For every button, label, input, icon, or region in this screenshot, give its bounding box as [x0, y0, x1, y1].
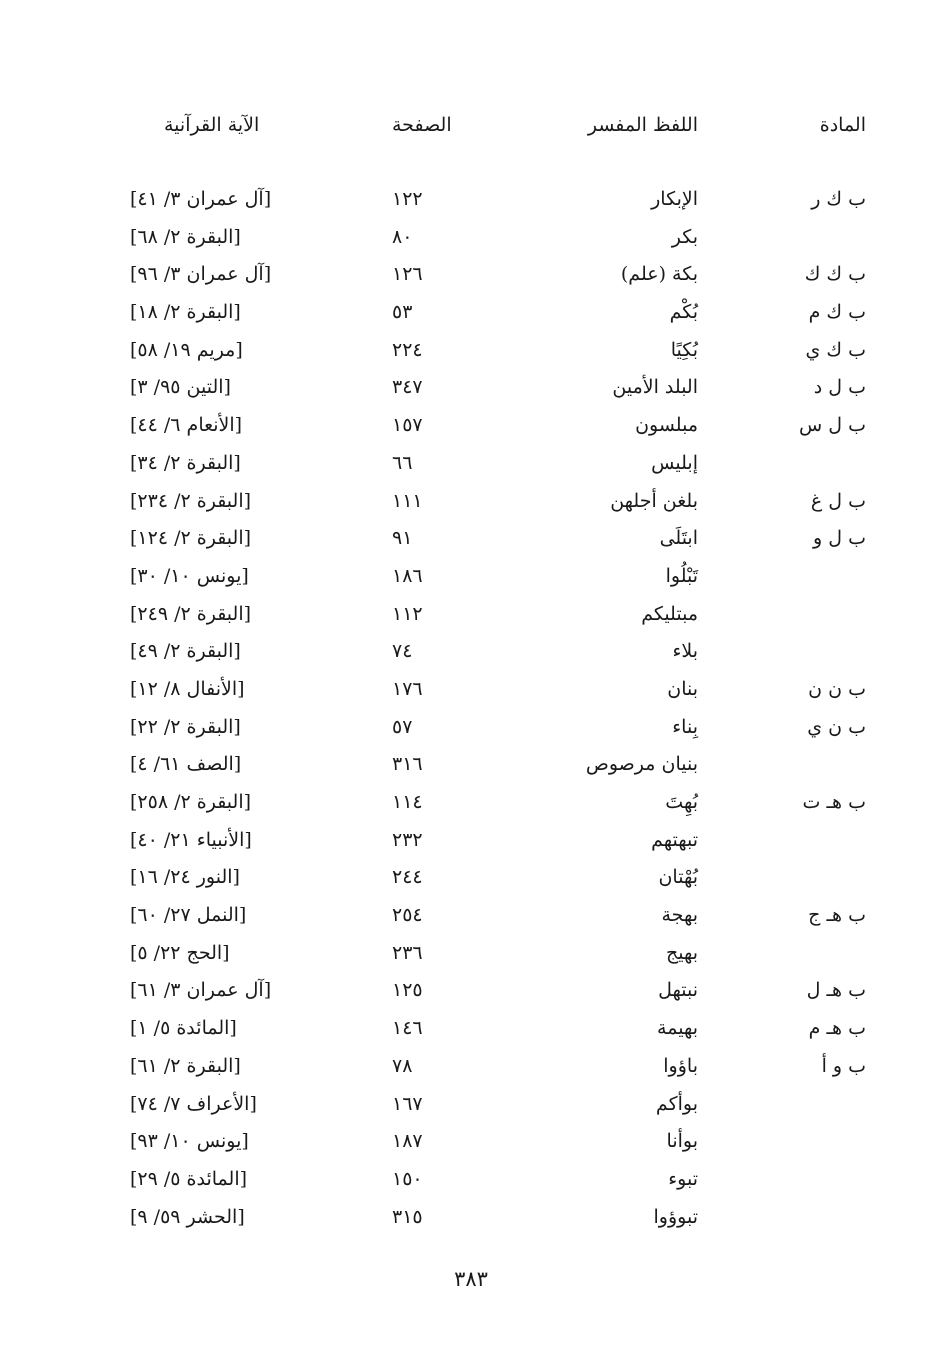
page-cell: ١٨٦: [392, 564, 423, 587]
verse-cell: [التين ٩٥/ ٣]: [130, 376, 231, 399]
word-cell: ابتَلَى: [659, 527, 698, 550]
root-cell: ب ك م: [808, 301, 866, 324]
verse-cell: [المائدة ٥/ ١]: [130, 1017, 237, 1040]
word-cell: بهيج: [665, 941, 698, 964]
verse-cell: [النور ٢٤/ ١٦]: [130, 866, 240, 889]
word-cell: تبوء: [668, 1167, 698, 1190]
verse-cell: [البقرة ٢/ ١٨]: [130, 301, 241, 324]
word-cell: بُكْم: [669, 301, 698, 324]
table-row: [0, 446, 942, 484]
verse-cell: [يونس ١٠/ ٩٣]: [130, 1130, 249, 1153]
word-cell: تَبْلُوا: [665, 564, 698, 587]
word-cell: مبلسون: [635, 414, 698, 437]
table-row: [0, 860, 942, 898]
word-cell: بُهِتَ: [665, 791, 698, 813]
glossary-table: [0, 182, 942, 1237]
table-row: [0, 295, 942, 333]
verse-cell: [يونس ١٠/ ٣٠]: [130, 564, 249, 587]
page-cell: ١٥٧: [392, 414, 423, 437]
word-cell: البلد الأمين: [612, 376, 698, 399]
root-cell: ب هـ ج: [808, 904, 866, 927]
table-row: [0, 898, 942, 936]
verse-cell: [البقرة ٢/ ١٢٤]: [130, 527, 252, 550]
page-cell: ٣٤٧: [392, 376, 423, 399]
word-cell: بُهْتان: [658, 866, 698, 889]
header-root: المادة: [819, 114, 866, 136]
word-cell: بهجة: [661, 904, 698, 927]
verse-cell: [النمل ٢٧/ ٦٠]: [130, 904, 247, 927]
page-cell: ٦٦: [392, 451, 413, 474]
table-row: [0, 672, 942, 710]
word-cell: باؤوا: [663, 1054, 698, 1077]
page-cell: ٣١٥: [392, 1205, 423, 1228]
word-cell: بنيان مرصوص: [585, 753, 698, 776]
page-cell: ١١٤: [392, 791, 423, 813]
verse-cell: [الأعراف ٧/ ٧٤]: [130, 1092, 257, 1115]
word-cell: بكر: [671, 225, 698, 248]
verse-cell: [البقرة ٢/ ٦٨]: [130, 225, 241, 248]
root-cell: ب هـ ل: [806, 979, 866, 1002]
verse-cell: [الصف ٦١/ ٤]: [130, 753, 242, 776]
table-row: [0, 182, 942, 220]
table-row: [0, 333, 942, 371]
table-row: [0, 597, 942, 635]
table-row: [0, 220, 942, 258]
verse-cell: [البقرة ٢/ ٢٣٤]: [130, 489, 252, 512]
root-cell: ب ل و: [813, 527, 866, 550]
page-cell: ١٨٧: [392, 1130, 423, 1153]
verse-cell: [البقرة ٢/ ٢٢]: [130, 715, 241, 738]
page-cell: ١١١: [392, 489, 423, 512]
table-row: [0, 521, 942, 559]
table-row: [0, 710, 942, 748]
table-row: [0, 747, 942, 785]
table-row: [0, 1011, 942, 1049]
page-cell: ٢٣٦: [392, 941, 423, 964]
word-cell: بلغن أجلهن: [610, 489, 698, 512]
table-header: [0, 108, 942, 142]
verse-cell: [البقرة ٢/ ٤٩]: [130, 640, 241, 663]
root-cell: ب ك ر: [811, 188, 866, 210]
page-cell: ١١٢: [392, 602, 423, 625]
header-word: اللفظ المفسر: [587, 114, 698, 136]
word-cell: مبتليكم: [641, 602, 698, 625]
page-cell: ١٢٥: [392, 979, 423, 1002]
root-cell: ب ن ي: [807, 715, 866, 738]
page-cell: ٥٧: [392, 715, 413, 738]
page-cell: ١٥٠: [392, 1167, 423, 1190]
word-cell: بوأنا: [666, 1130, 698, 1153]
table-row: [0, 559, 942, 597]
table-row: [0, 973, 942, 1011]
root-cell: ب ن ن: [808, 677, 866, 700]
page-cell: ١٢٦: [392, 263, 423, 286]
verse-cell: [الأنفال ٨/ ١٢]: [130, 677, 245, 700]
root-cell: ب ل غ: [810, 489, 866, 512]
verse-cell: [البقرة ٢/ ٣٤]: [130, 451, 241, 474]
verse-cell: [المائدة ٥/ ٢٩]: [130, 1167, 248, 1190]
verse-cell: [البقرة ٢/ ٦١]: [130, 1054, 241, 1077]
table-row: [0, 408, 942, 446]
verse-cell: [البقرة ٢/ ٢٥٨]: [130, 791, 252, 813]
page-cell: ٢٤٤: [392, 866, 423, 889]
word-cell: بنان: [667, 677, 698, 700]
word-cell: نبتهل: [658, 979, 698, 1002]
word-cell: بلاء: [672, 640, 698, 663]
word-cell: بوأكم: [655, 1092, 698, 1115]
page-cell: ١٧٦: [392, 677, 423, 700]
verse-cell: [مريم ١٩/ ٥٨]: [130, 338, 243, 361]
table-row: [0, 936, 942, 974]
page-cell: ٢٥٤: [392, 904, 423, 927]
page-cell: ٩١: [392, 527, 413, 550]
verse-cell: [آل عمران ٣/ ٩٦]: [130, 263, 272, 286]
word-cell: تبهتهم: [651, 828, 698, 851]
table-row: [0, 785, 942, 823]
root-cell: ب و أ: [821, 1054, 866, 1077]
table-row: [0, 1162, 942, 1200]
page-cell: ٥٣: [392, 301, 413, 324]
table-row: [0, 257, 942, 295]
word-cell: بكة (علم): [620, 263, 698, 286]
root-cell: ب هـ ت: [802, 791, 866, 813]
table-row: [0, 1124, 942, 1162]
header-page: الصفحة: [392, 114, 452, 136]
table-row: [0, 1087, 942, 1125]
page-cell: ١٢٢: [392, 188, 423, 210]
word-cell: بِناء: [672, 715, 698, 738]
page-cell: ٧٤: [392, 640, 413, 663]
page-number: ٣٨٣: [454, 1267, 488, 1291]
root-cell: ب ك ي: [805, 338, 866, 361]
page-cell: ٢٢٤: [392, 338, 423, 361]
table-row: [0, 370, 942, 408]
page-cell: ٨٠: [392, 225, 413, 248]
page-cell: ١٦٧: [392, 1092, 423, 1115]
verse-cell: [الأنعام ٦/ ٤٤]: [130, 414, 243, 437]
header-verse: الآية القرآنية: [164, 114, 260, 136]
word-cell: بهيمة: [657, 1017, 698, 1040]
page-cell: ٣١٦: [392, 753, 423, 776]
table-row: [0, 484, 942, 522]
page-cell: ٧٨: [392, 1054, 413, 1077]
word-cell: الإبكار: [651, 188, 698, 210]
word-cell: بُكِيًا: [670, 338, 698, 361]
table-row: [0, 1049, 942, 1087]
verse-cell: [الحج ٢٢/ ٥]: [130, 941, 230, 964]
root-cell: ب ل د: [813, 376, 866, 399]
table-row: [0, 634, 942, 672]
verse-cell: [الحشر ٥٩/ ٩]: [130, 1205, 245, 1228]
word-cell: إبليس: [651, 451, 698, 474]
verse-cell: [الأنبياء ٢١/ ٤٠]: [130, 828, 252, 851]
verse-cell: [آل عمران ٣/ ٤١]: [130, 188, 272, 210]
root-cell: ب ل س: [799, 414, 866, 437]
page-cell: ٢٣٢: [392, 828, 423, 851]
root-cell: ب ك ك: [804, 263, 866, 286]
verse-cell: [آل عمران ٣/ ٦١]: [130, 979, 272, 1002]
table-row: [0, 1200, 942, 1238]
word-cell: تبوؤوا: [653, 1205, 698, 1228]
page-cell: ١٤٦: [392, 1017, 423, 1040]
verse-cell: [البقرة ٢/ ٢٤٩]: [130, 602, 252, 625]
table-row: [0, 823, 942, 861]
root-cell: ب هـ م: [808, 1017, 866, 1040]
